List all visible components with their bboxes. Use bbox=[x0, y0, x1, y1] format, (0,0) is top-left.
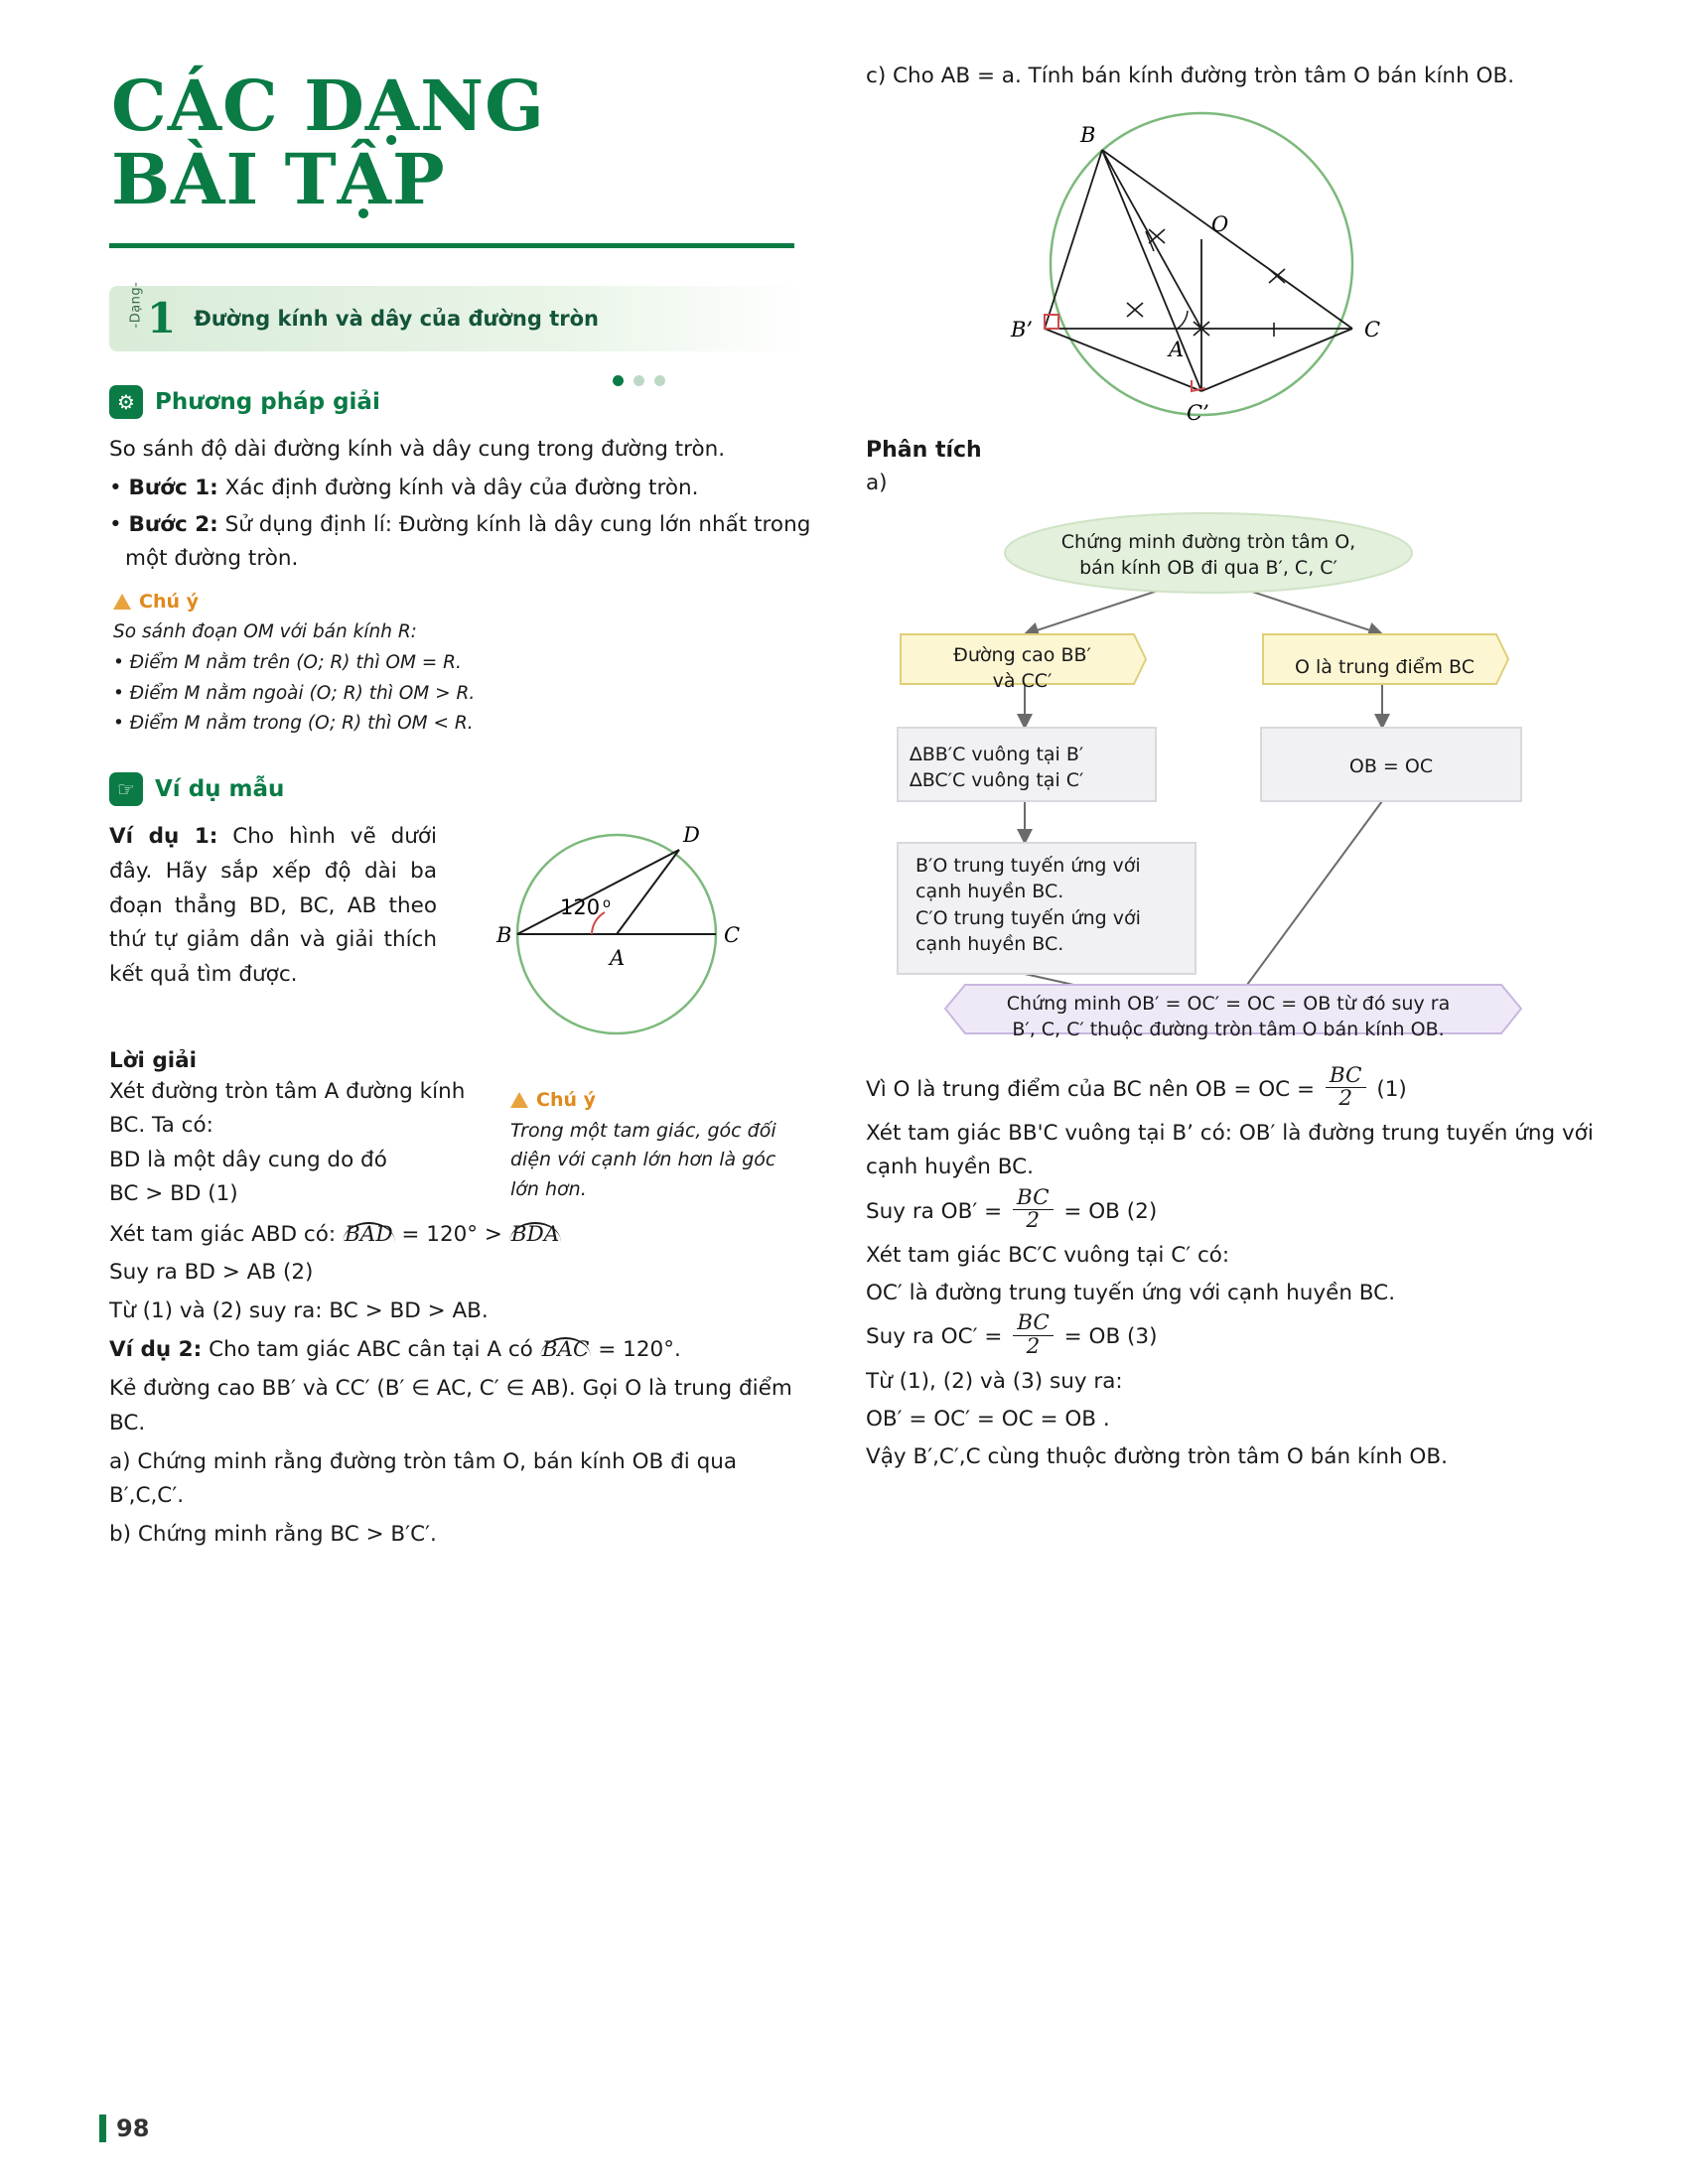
flow-node-left-3-line1: B′O trung tuyến ứng với bbox=[915, 854, 1141, 877]
example-2-line-c: c) Cho AB = a. Tính bán kính đường tròn tâm O bán kính OB. bbox=[866, 64, 1515, 88]
flow-node-bottom bbox=[960, 991, 1496, 1043]
example-1-block bbox=[109, 820, 814, 1042]
example-section-label: Ví dụ mẫu bbox=[155, 776, 285, 802]
note-1-item-1: • Điểm M nằm ngoài (O; R) thì OM > R. bbox=[113, 682, 476, 704]
angle-BAC: BAC bbox=[541, 1337, 590, 1363]
example-section-header bbox=[109, 772, 814, 806]
svg-text:o: o bbox=[603, 896, 611, 911]
example-1-final: Từ (1) và (2) suy ra: BC > BD > AB. bbox=[109, 1298, 489, 1324]
proof-line-1-post: (1) bbox=[1369, 1076, 1407, 1102]
solution-and-note bbox=[109, 1075, 814, 1212]
flow-node-left-3-line2: cạnh huyền BC. bbox=[915, 881, 1064, 903]
example-2-line-b: b) Chứng minh rằng BC > B′C′. bbox=[109, 1522, 437, 1548]
proof-line-4: Xét tam giác BC′C vuông tại C′ có: bbox=[866, 1242, 1230, 1268]
flow-node-bottom-line1: Chứng minh OB′ = OC′ = OC = OB từ đó suy ra bbox=[1006, 992, 1451, 1015]
example-1-text bbox=[109, 820, 437, 1042]
page-number bbox=[99, 2115, 149, 2142]
dot-1 bbox=[613, 375, 624, 386]
svg-text:A: A bbox=[610, 946, 626, 970]
angle-line-prefix: Xét tam giác ABD có: bbox=[109, 1221, 343, 1247]
flow-node-left-3-line4: cạnh huyền BC. bbox=[915, 933, 1064, 956]
frac-num-b: BC bbox=[1016, 1184, 1050, 1210]
proof-line-6 bbox=[866, 1310, 1601, 1360]
note-1-intro: So sánh đoạn OM với bán kính R: bbox=[113, 621, 417, 643]
example-1-angle-line bbox=[109, 1218, 814, 1253]
page-title-line1: CÁC DẠNG bbox=[111, 65, 545, 147]
example-2-line-2: Kẻ đường cao BB′ và CC′ (B′ ∈ AC, C′ ∈ AB). Gọi O là trung điểm BC. bbox=[109, 1375, 792, 1435]
flow-node-left-1-line1: Đường cao BB′ bbox=[953, 643, 1091, 666]
method-step-2: • Bước 2: Sử dụng định lí: Đường kính là dây cung lớn nhất trong một đường tròn. bbox=[109, 511, 811, 572]
svg-text:D: D bbox=[683, 823, 700, 847]
label-Bprime: B’ bbox=[1011, 317, 1034, 341]
warning-icon bbox=[113, 594, 131, 610]
label-C: C bbox=[1364, 317, 1381, 341]
left-column bbox=[99, 60, 814, 2144]
svg-text:B: B bbox=[496, 923, 512, 947]
example-2-text-a: Cho tam giác ABC cân tại A có bbox=[202, 1337, 540, 1363]
figure-example-1 bbox=[443, 820, 800, 1042]
frac-den-b: 2 bbox=[1013, 1209, 1054, 1233]
example-2-label: Ví dụ 2: bbox=[109, 1337, 203, 1363]
title-rule bbox=[109, 243, 794, 248]
proof-line-6-post: = OB (3) bbox=[1056, 1324, 1158, 1350]
proof-line-5: OC′ là đường trung tuyến ứng với cạnh huyền BC. bbox=[866, 1281, 1396, 1306]
note-2-label: Chú ý bbox=[536, 1089, 596, 1111]
flow-node-bottom-line2: B′, C, C′ thuộc đường tròn tâm O bán kính OB. bbox=[1012, 1019, 1445, 1041]
proof-line-7: Từ (1), (2) và (3) suy ra: bbox=[866, 1368, 1123, 1394]
proof-line-8: OB′ = OC′ = OC = OB . bbox=[866, 1406, 1110, 1432]
method-intro: So sánh độ dài đường kính và dây cung trong đường tròn. bbox=[109, 437, 726, 462]
angle-BAD: BAD bbox=[345, 1221, 393, 1247]
title-dots bbox=[613, 375, 665, 386]
proof-line-3 bbox=[866, 1184, 1601, 1235]
fraction-bc-2-b bbox=[1013, 1184, 1054, 1234]
example-2-line-1 bbox=[109, 1333, 814, 1368]
right-column bbox=[866, 60, 1601, 2144]
note-1-item-0: • Điểm M nằm trên (O; R) thì OM = R. bbox=[113, 651, 462, 673]
note-2-body: Trong một tam giác, góc đối diện với cạnh lớn hơn là góc lớn hơn. bbox=[510, 1120, 776, 1200]
example-1-label: Ví dụ 1: bbox=[109, 824, 218, 849]
analysis-title: Phân tích bbox=[866, 437, 982, 463]
page-number-value: 98 bbox=[116, 2115, 150, 2142]
page-number-bar bbox=[99, 2115, 106, 2142]
label-A: A bbox=[1169, 337, 1185, 361]
note-1-item-2: • Điểm M nằm trong (O; R) thì OM < R. bbox=[113, 713, 474, 735]
flow-node-left-2-line1: ∆BB′C vuông tại B′ bbox=[910, 743, 1084, 765]
note-1-body bbox=[113, 618, 814, 739]
flow-node-top-line1: Chứng minh đường tròn tâm O, bbox=[1060, 530, 1356, 553]
svg-text:C: C bbox=[724, 923, 741, 947]
label-O: O bbox=[1211, 211, 1229, 236]
frac-den-a: 2 bbox=[1326, 1087, 1366, 1111]
method-step-1: • Bước 1: Xác định đường kính và dây của đường tròn. bbox=[109, 475, 699, 500]
flow-node-right-2: OB = OC bbox=[1348, 754, 1434, 777]
proof-line-6-pre: Suy ra OC′ = bbox=[866, 1324, 1010, 1350]
fraction-bc-2-c bbox=[1013, 1312, 1054, 1358]
note-2-header bbox=[510, 1089, 808, 1111]
example-1-body: Cho hình vẽ dưới đây. Hãy sắp xếp độ dài ba đoạn thẳng BD, BC, AB theo thứ tự giảm dần và giải thích kết quả tìm được. bbox=[109, 824, 437, 988]
hand-pointer-icon: ☞ bbox=[109, 772, 143, 806]
dot-3 bbox=[654, 375, 665, 386]
dang-number: 1 bbox=[147, 294, 177, 342]
gear-icon: ⚙ bbox=[109, 385, 143, 419]
flow-node-top bbox=[1010, 529, 1407, 582]
step1-text: Xác định đường kính và dây của đường tròn. bbox=[217, 475, 699, 500]
step2-text: Sử dụng định lí: Đường kính là dây cung lớn nhất trong một đường tròn. bbox=[125, 511, 811, 572]
solution-line-0: Xét đường tròn tâm A đường kính BC. Ta có: bbox=[109, 1079, 466, 1139]
proof-line-3-post: = OB (2) bbox=[1056, 1198, 1158, 1224]
proof-line-3-pre: Suy ra OB′ = bbox=[866, 1198, 1009, 1224]
dot-2 bbox=[633, 375, 644, 386]
figure-example-2 bbox=[886, 100, 1601, 432]
angle-line-mid: = 120° > bbox=[394, 1221, 509, 1247]
dang-word: -Dạng- bbox=[128, 281, 144, 328]
label-Cprime: C’ bbox=[1187, 400, 1209, 425]
flow-node-left-2-line2: ∆BC′C vuông tại C′ bbox=[910, 769, 1084, 792]
dang-title: Đường kính và dây của đường tròn bbox=[194, 307, 599, 331]
flow-node-left-3 bbox=[915, 853, 1184, 958]
proof-line-1 bbox=[866, 1062, 1601, 1113]
note-2-block bbox=[510, 1075, 808, 1212]
flow-node-left-2 bbox=[910, 742, 1148, 794]
proof-line-1-pre: Vì O là trung điểm của BC nên OB = OC = bbox=[866, 1076, 1322, 1102]
frac-num-c: BC bbox=[1017, 1310, 1050, 1336]
note-1-label: Chú ý bbox=[139, 591, 199, 614]
example-1-solution-label: Lời giải bbox=[109, 1048, 197, 1073]
analysis-flowchart bbox=[866, 507, 1601, 1063]
angle-BDA: BDA bbox=[510, 1221, 560, 1247]
page-title-line2: BÀI TẬP bbox=[111, 137, 446, 220]
flow-node-left-1-line2: và CC′ bbox=[992, 670, 1053, 693]
svg-text:120: 120 bbox=[560, 895, 601, 919]
note-1-header bbox=[113, 591, 814, 613]
label-B: B bbox=[1080, 122, 1096, 147]
solution-line-2: BC > BD (1) bbox=[109, 1181, 238, 1207]
step2-label: Bước 2: bbox=[128, 511, 218, 537]
flow-node-left-3-line3: C′O trung tuyến ứng với bbox=[915, 906, 1141, 929]
fraction-bc-2-a bbox=[1326, 1062, 1366, 1112]
step1-label: Bước 1: bbox=[128, 475, 218, 500]
flow-node-top-line2: bán kính OB đi qua B′, C, C′ bbox=[1079, 557, 1337, 580]
page-title bbox=[111, 65, 814, 220]
example-2-line-a: a) Chứng minh rằng đường tròn tâm O, bán kính OB đi qua B′,C,C′. bbox=[109, 1448, 738, 1509]
flow-node-right-1: O là trung điểm BC bbox=[1295, 655, 1475, 678]
proof-line-2: Xét tam giác BB'C vuông tại B’ có: OB′ là đường trung tuyến ứng với cạnh huyền BC. bbox=[866, 1120, 1594, 1180]
dang-banner bbox=[109, 281, 804, 351]
frac-num-a: BC bbox=[1329, 1062, 1362, 1088]
warning-icon-2 bbox=[510, 1092, 528, 1108]
proof-line-9: Vậy B′,C′,C cùng thuộc đường tròn tâm O bán kính OB. bbox=[866, 1444, 1448, 1470]
analysis-part-a: a) bbox=[866, 470, 888, 495]
flow-node-left-1 bbox=[906, 642, 1139, 695]
frac-den-c: 2 bbox=[1013, 1335, 1054, 1359]
solution-lines bbox=[109, 1075, 496, 1212]
method-section-header bbox=[109, 385, 814, 419]
example-1-suyra: Suy ra BD > AB (2) bbox=[109, 1260, 314, 1286]
method-section-label: Phương pháp giải bbox=[155, 389, 380, 415]
example-2-text-b: = 120°. bbox=[591, 1337, 681, 1363]
solution-line-1: BD là một dây cung do đó bbox=[109, 1147, 387, 1172]
